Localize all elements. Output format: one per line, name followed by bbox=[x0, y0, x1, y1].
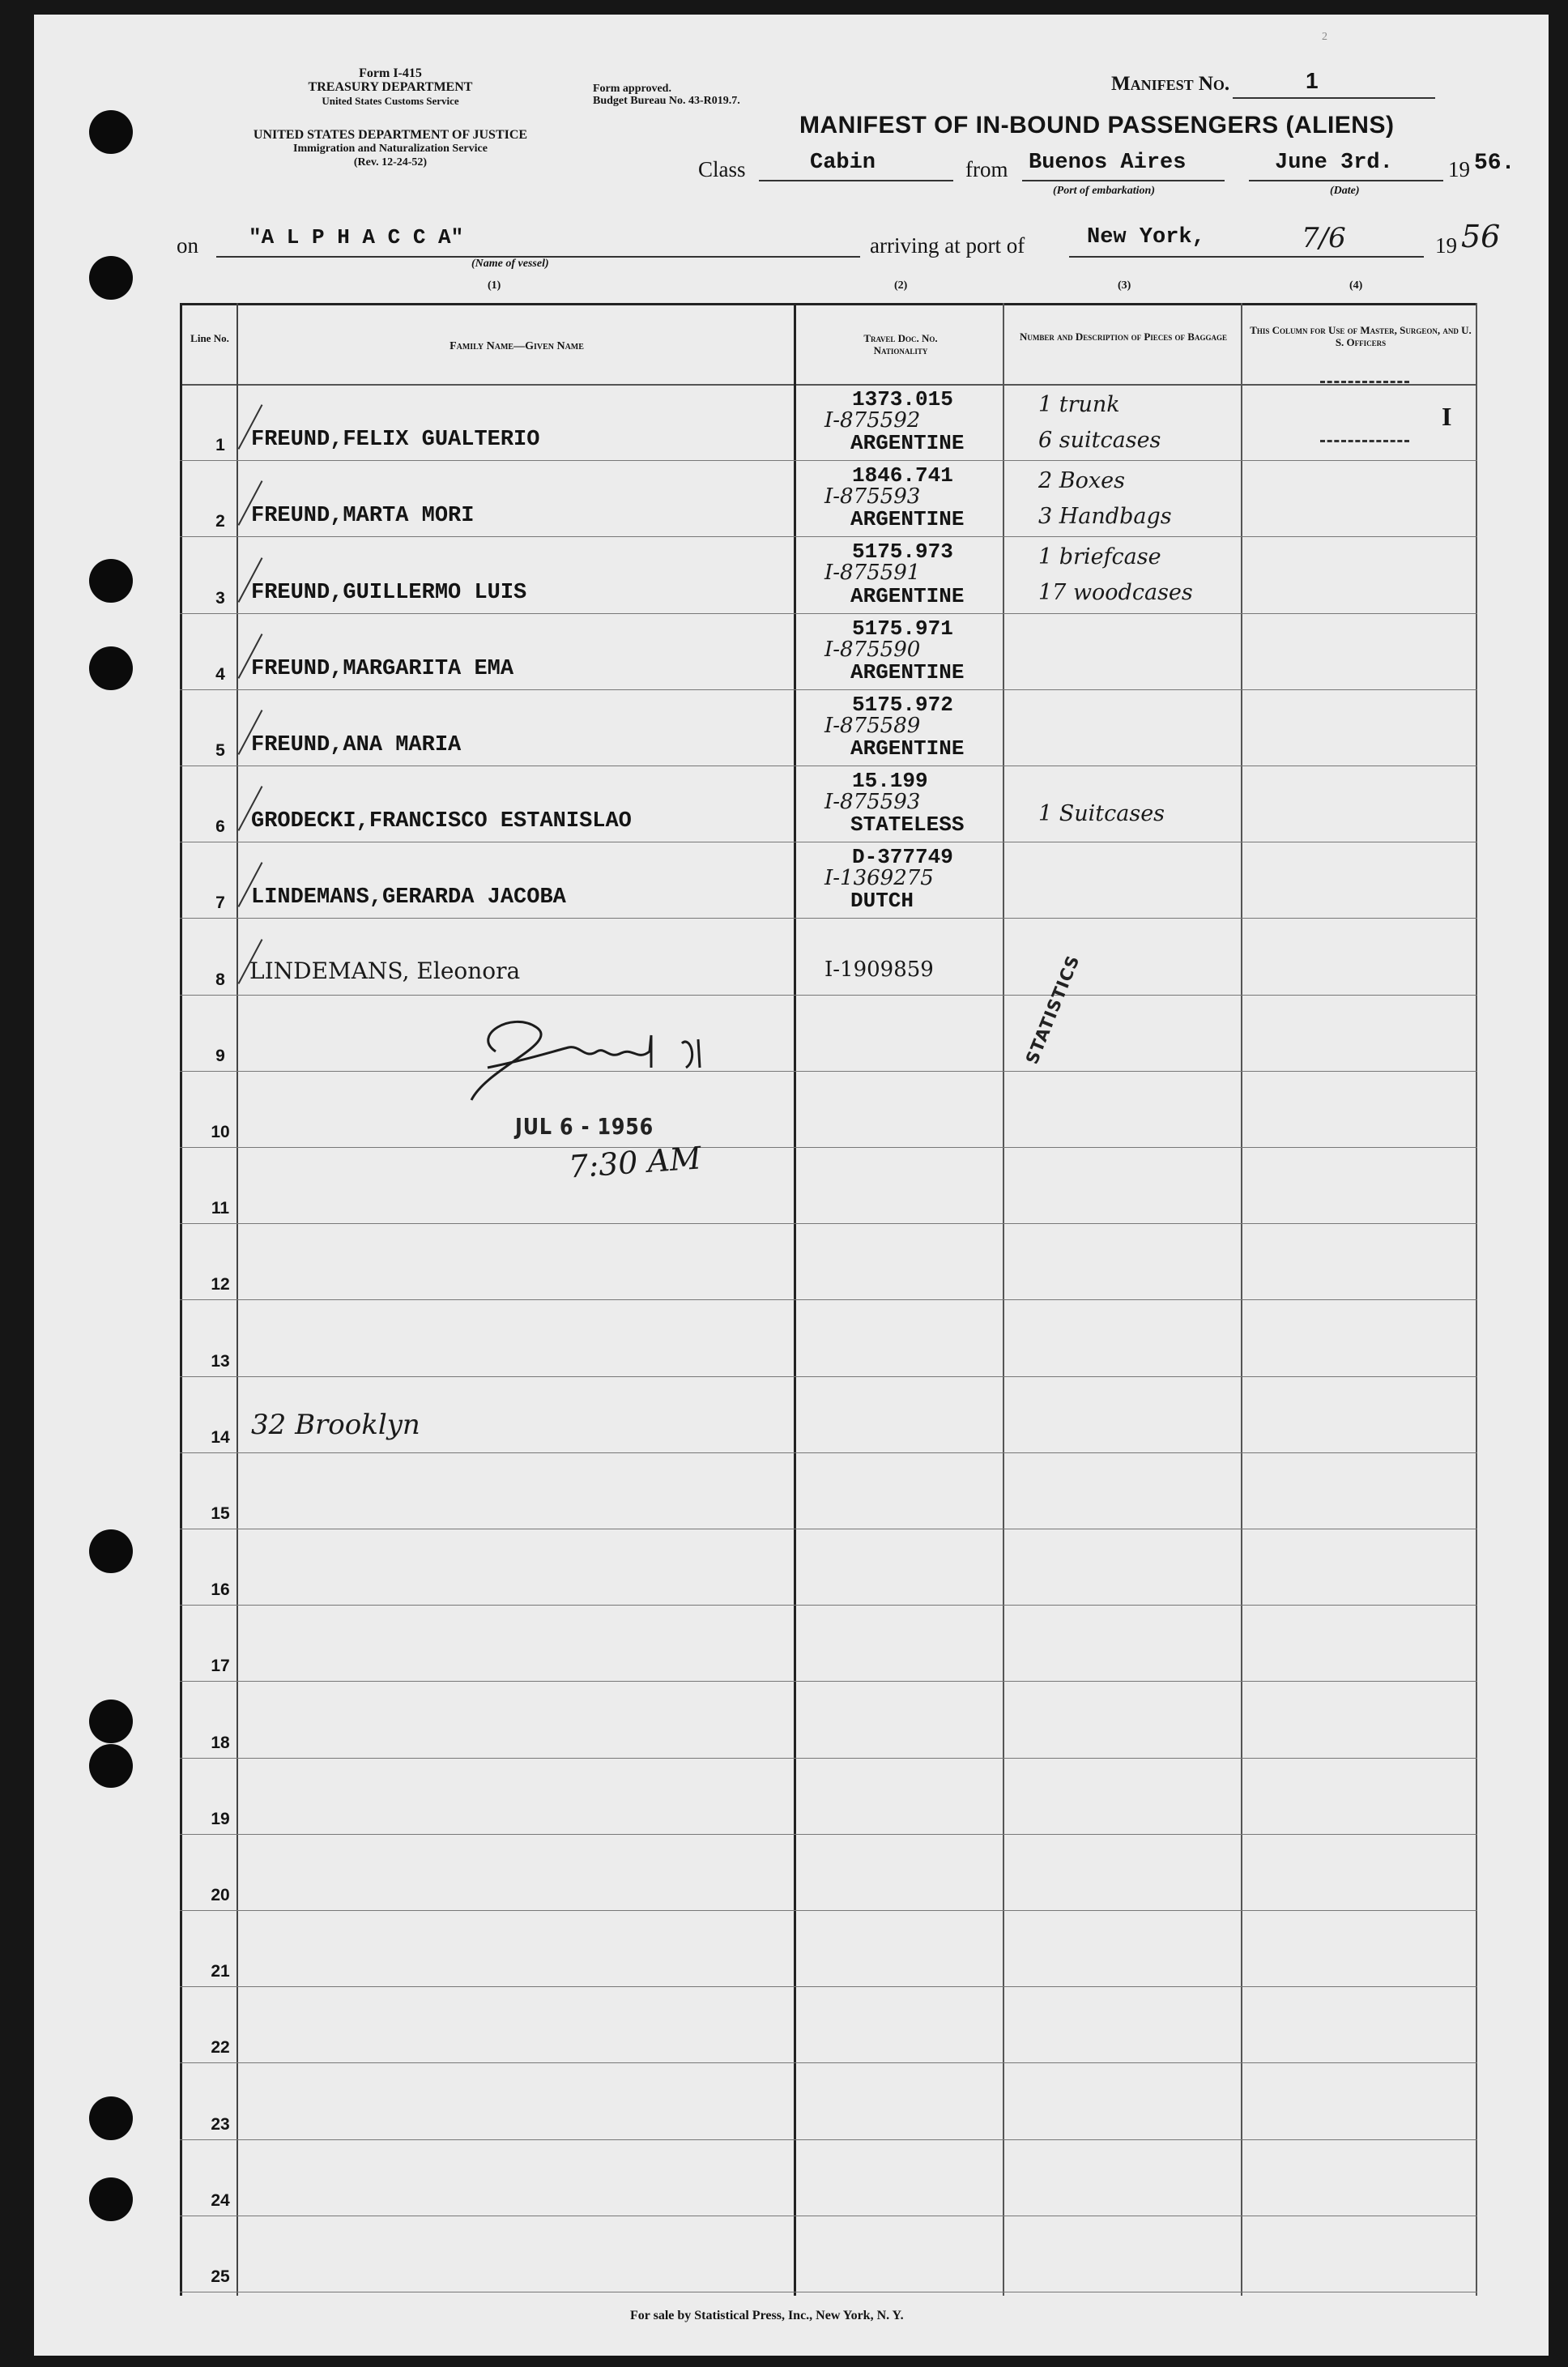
col-number-1: (1) bbox=[488, 279, 501, 292]
row-number: 19 bbox=[211, 1809, 230, 1828]
manifest-title: MANIFEST OF IN-BOUND PASSENGERS (ALIENS) bbox=[799, 112, 1395, 139]
table-row bbox=[180, 1299, 1477, 1300]
table-top-border bbox=[180, 303, 1477, 305]
form-block bbox=[269, 66, 512, 108]
nationality: ARGENTINE bbox=[850, 431, 965, 456]
baggage-entry: 3 Handbags bbox=[1038, 504, 1172, 530]
officer-scribbles bbox=[1320, 381, 1409, 442]
table-row bbox=[180, 1452, 1477, 1453]
alien-registration-number: I-875589 bbox=[824, 713, 921, 738]
arrival-year-prefix: 19 bbox=[1435, 233, 1457, 258]
col-header-line-no: Line No. bbox=[190, 332, 229, 344]
row-number: 5 bbox=[215, 741, 225, 760]
arrival-port: New York, bbox=[1087, 225, 1205, 249]
row-number: 14 bbox=[211, 1427, 230, 1447]
nationality: ARGENTINE bbox=[850, 583, 965, 608]
travel-doc-number: 1846.741 bbox=[852, 463, 953, 488]
baggage-entry: 6 suitcases bbox=[1038, 428, 1161, 453]
approval-block bbox=[593, 83, 852, 107]
row-number: 1 bbox=[215, 436, 225, 455]
table-row bbox=[180, 536, 1477, 537]
manifest-sheet bbox=[34, 15, 1549, 2356]
row-number: 20 bbox=[211, 1886, 230, 1904]
page-mark: 2 bbox=[1322, 31, 1327, 43]
port-embark-line bbox=[1022, 180, 1225, 181]
passenger-name: GRODECKI,FRANCISCO ESTANISLAO bbox=[251, 809, 632, 834]
class-line bbox=[759, 180, 953, 181]
table-row bbox=[180, 1605, 1477, 1606]
row-number: 6 bbox=[215, 817, 225, 837]
table-row bbox=[180, 1071, 1477, 1072]
baggage-entry: 1 briefcase bbox=[1038, 544, 1161, 570]
alien-registration-number: I-875591 bbox=[824, 561, 921, 586]
nationality: ARGENTINE bbox=[850, 736, 965, 761]
table-row bbox=[180, 460, 1477, 461]
row-number: 21 bbox=[211, 1962, 230, 1981]
punch-hole bbox=[89, 1529, 133, 1573]
travel-doc-number: 15.199 bbox=[852, 769, 928, 793]
baggage-entry: 1 trunk bbox=[1038, 392, 1120, 417]
row-number: 8 bbox=[215, 970, 225, 989]
row-number: 15 bbox=[211, 1504, 230, 1523]
col-header-officers: This Column for Use of Master, Surgeon, and U. S. Officers bbox=[1250, 324, 1472, 348]
time-hand: 7:30 AM bbox=[567, 1140, 703, 1185]
baggage-entry: 17 woodcases bbox=[1038, 580, 1193, 606]
table-row bbox=[180, 918, 1477, 919]
row-number: 24 bbox=[211, 2190, 230, 2210]
nationality: STATELESS bbox=[850, 812, 965, 838]
travel-doc-number: 5175.972 bbox=[852, 692, 953, 717]
row-number: 17 bbox=[211, 1657, 230, 1676]
col-header-baggage: Number and Description of Pieces of Baggage bbox=[1020, 331, 1227, 343]
travel-doc-number: 1373.015 bbox=[852, 387, 953, 412]
ins-service: Immigration and Naturalization Service bbox=[293, 143, 488, 155]
justice-block bbox=[212, 128, 569, 169]
row-number: 4 bbox=[215, 664, 225, 684]
row-number: 2 bbox=[215, 512, 225, 531]
row-number: 25 bbox=[211, 2267, 230, 2286]
table-row bbox=[180, 1758, 1477, 1759]
passenger-name: FREUND,MARTA MORI bbox=[251, 504, 475, 529]
manifest-no-label: Manifest No. bbox=[1111, 73, 1230, 95]
arriving-label: arriving at port of bbox=[870, 233, 1025, 258]
alien-registration-number: I-1909859 bbox=[824, 957, 934, 982]
table-row bbox=[180, 1910, 1477, 1911]
row-number: 12 bbox=[211, 1275, 230, 1294]
col-number-4: (4) bbox=[1349, 279, 1363, 292]
nationality: ARGENTINE bbox=[850, 507, 965, 532]
date-caption: (Date) bbox=[1330, 185, 1360, 197]
officer-mark: I bbox=[1442, 402, 1452, 431]
on-label: on bbox=[177, 233, 198, 258]
alien-registration-number: I-875593 bbox=[824, 484, 921, 510]
statistics-stamp: STATISTICS bbox=[1022, 952, 1084, 1067]
passenger-name: FREUND,GUILLERMO LUIS bbox=[251, 580, 527, 605]
footer-text: For sale by Statistical Press, Inc., New York, N. Y. bbox=[630, 2309, 904, 2322]
row-number: 10 bbox=[211, 1123, 230, 1141]
manifest-no-line bbox=[1233, 97, 1435, 99]
table-row bbox=[180, 1681, 1477, 1682]
arrival-date: 7/6 bbox=[1302, 222, 1346, 254]
passenger-name: FREUND,FELIX GUALTERIO bbox=[251, 428, 540, 453]
col-number-3: (3) bbox=[1118, 279, 1131, 292]
justice-dept: UNITED STATES DEPARTMENT OF JUSTICE bbox=[253, 128, 528, 142]
baggage-entry: 2 Boxes bbox=[1038, 468, 1125, 494]
travel-doc-number: 5175.973 bbox=[852, 540, 953, 565]
punch-hole bbox=[89, 559, 133, 603]
row-number: 16 bbox=[211, 1580, 230, 1600]
punch-hole bbox=[89, 256, 133, 300]
port-embark-caption: (Port of embarkation) bbox=[1053, 185, 1155, 197]
travel-doc-number: D-377749 bbox=[852, 845, 953, 870]
punch-hole bbox=[89, 2096, 133, 2140]
date-value: June 3rd. bbox=[1275, 151, 1393, 175]
table-row bbox=[180, 1223, 1477, 1224]
row-number: 9 bbox=[215, 1046, 225, 1065]
handwritten-note: 32 Brooklyn bbox=[251, 1408, 420, 1441]
passenger-name: FREUND,MARGARITA EMA bbox=[251, 656, 514, 681]
table-header-border bbox=[180, 384, 1477, 386]
table-row bbox=[180, 2139, 1477, 2140]
form-approved: Form approved. bbox=[593, 83, 671, 95]
manifest-no-value: 1 bbox=[1306, 68, 1319, 93]
punch-hole bbox=[89, 1700, 133, 1743]
punch-hole bbox=[89, 2177, 133, 2221]
punch-hole bbox=[89, 110, 133, 154]
alien-registration-number: I-875592 bbox=[824, 408, 921, 433]
alien-registration-number: I-1369275 bbox=[824, 866, 934, 891]
nationality: DUTCH bbox=[850, 889, 914, 914]
year-prefix: 19 bbox=[1448, 157, 1470, 181]
revision: (Rev. 12-24-52) bbox=[353, 156, 428, 168]
passenger-name: FREUND,ANA MARIA bbox=[251, 733, 462, 757]
table-row bbox=[180, 613, 1477, 614]
col-number-2: (2) bbox=[894, 279, 908, 292]
table-row bbox=[180, 1147, 1477, 1148]
travel-doc-number: 5175.971 bbox=[852, 616, 953, 641]
row-number: 18 bbox=[211, 1733, 230, 1752]
class-label: Class bbox=[698, 157, 746, 181]
table-row bbox=[180, 689, 1477, 690]
row-number: 13 bbox=[211, 1351, 230, 1371]
punch-hole bbox=[89, 1744, 133, 1788]
row-number: 23 bbox=[211, 2114, 230, 2134]
table-row bbox=[180, 1834, 1477, 1835]
passenger-name-handwritten: LINDEMANS, Eleonora bbox=[249, 957, 521, 984]
date-stamp: JUL 6 - 1956 bbox=[515, 1113, 654, 1140]
arrival-year: 56 bbox=[1461, 219, 1501, 254]
row-number: 3 bbox=[215, 588, 225, 608]
table-row bbox=[180, 1376, 1477, 1377]
year-value: 56. bbox=[1474, 151, 1515, 176]
alien-registration-number: I-875593 bbox=[824, 790, 921, 814]
budget-bureau: Budget Bureau No. 43-R019.7. bbox=[593, 95, 740, 107]
arrival-port-line bbox=[1069, 256, 1424, 258]
table-row bbox=[180, 995, 1477, 996]
vessel-caption: (Name of vessel) bbox=[471, 258, 549, 270]
alien-registration-number: I-875590 bbox=[824, 637, 921, 662]
class-value: Cabin bbox=[810, 151, 876, 175]
customs-service: United States Customs Service bbox=[322, 95, 459, 107]
row-number: 11 bbox=[211, 1199, 230, 1218]
col-header-name: Family Name—Given Name bbox=[450, 340, 584, 352]
table-row bbox=[180, 1986, 1477, 1987]
form-number: Form I-415 bbox=[359, 66, 422, 80]
baggage-entry: 1 Suitcases bbox=[1038, 801, 1165, 827]
col-header-travel-doc: Travel Doc. No. Nationality bbox=[863, 332, 938, 356]
date-line bbox=[1249, 180, 1443, 181]
from-value: Buenos Aires bbox=[1029, 151, 1187, 175]
from-label: from bbox=[965, 157, 1008, 181]
treasury-dept: TREASURY DEPARTMENT bbox=[308, 80, 473, 94]
nationality: ARGENTINE bbox=[850, 659, 965, 685]
vessel-value: "A L P H A C C A" bbox=[249, 225, 464, 249]
table-row bbox=[180, 2062, 1477, 2063]
row-number: 7 bbox=[215, 893, 225, 913]
punch-hole bbox=[89, 646, 133, 690]
manifest-no bbox=[1111, 73, 1229, 96]
row-number: 22 bbox=[211, 2038, 230, 2058]
passenger-name: LINDEMANS,GERARDA JACOBA bbox=[251, 885, 566, 911]
